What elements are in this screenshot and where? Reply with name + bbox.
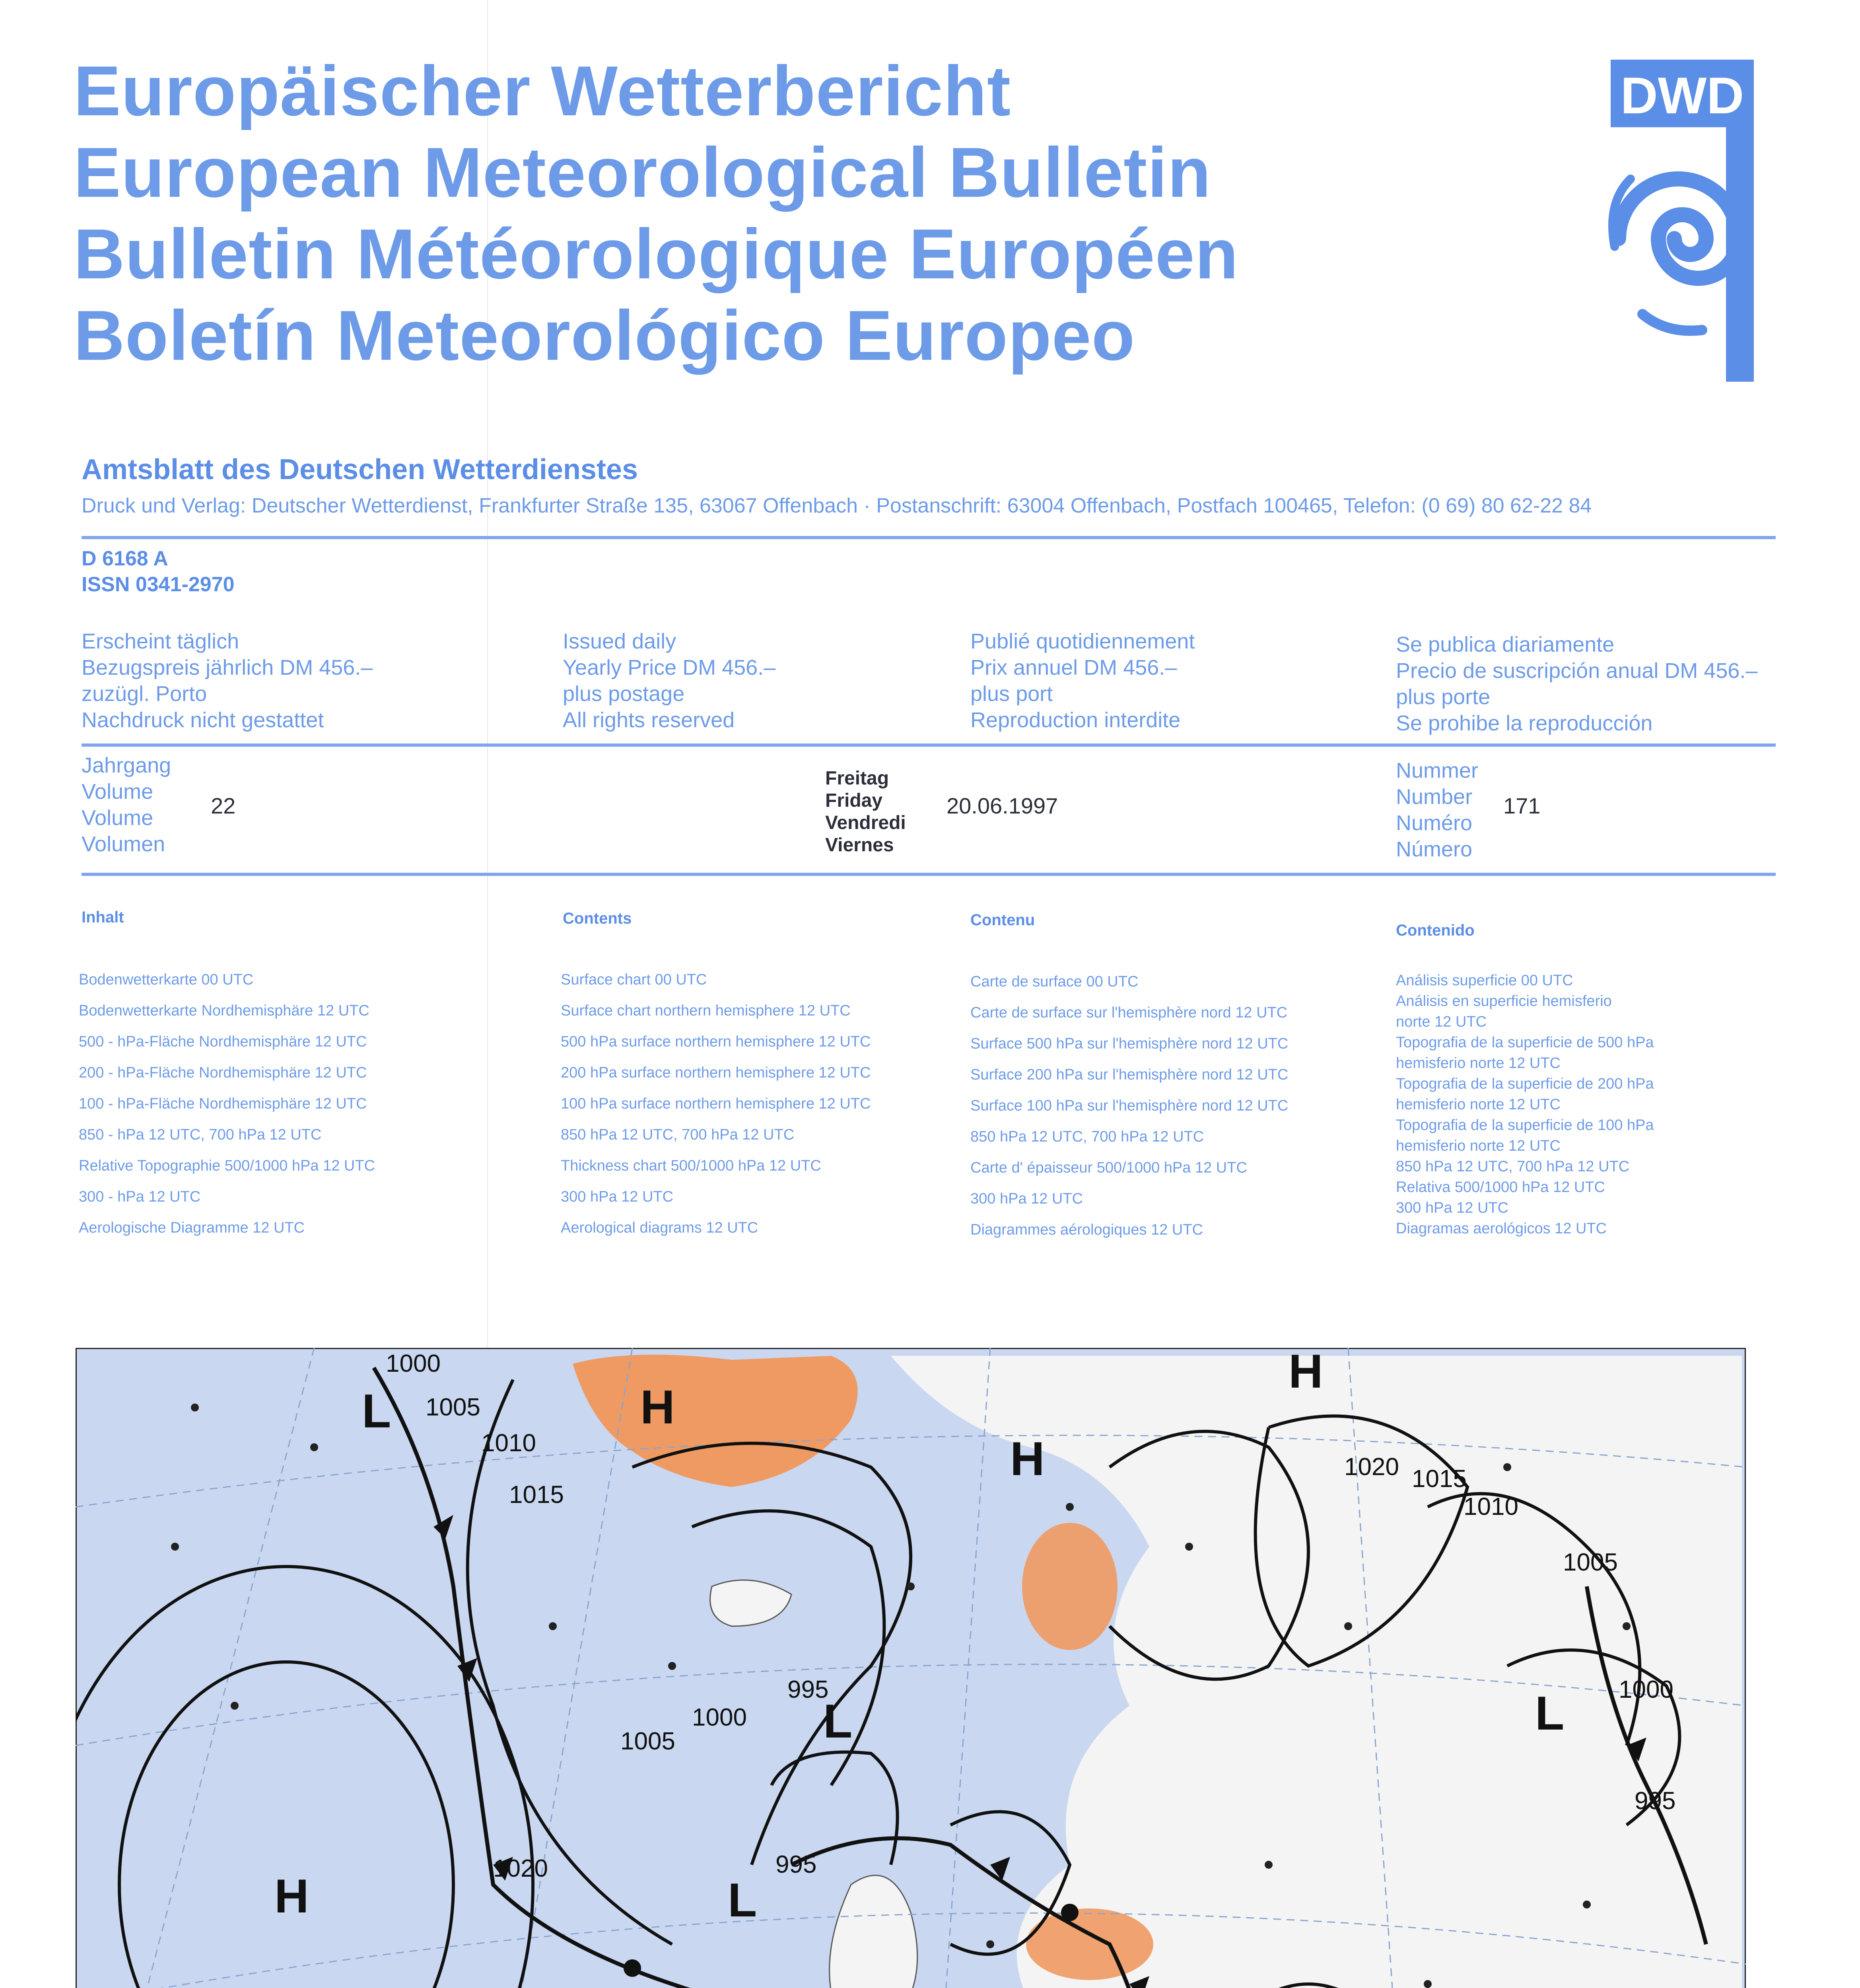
- contents-item: Thickness chart 500/1000 hPa 12 UTC: [561, 1157, 821, 1174]
- surface-weather-map: [76, 1348, 1746, 1988]
- high-pressure-centre: H: [274, 1870, 309, 1923]
- terms-line: Se publica diariamente: [1396, 633, 1615, 656]
- divider: [82, 873, 1776, 876]
- contents-item: Carte de surface 00 UTC: [970, 973, 1139, 990]
- low-pressure-centre: L: [823, 1695, 853, 1748]
- contents-item: hemisferio norte 12 UTC: [1396, 1055, 1561, 1072]
- dwd-logo-text: DWD: [1620, 66, 1744, 124]
- terms-spanish: [1396, 631, 1757, 736]
- volume-label: Volume: [82, 806, 154, 830]
- divider: [82, 744, 1776, 747]
- contents-item: norte 12 UTC: [1396, 1013, 1487, 1030]
- contents-list-english: [561, 964, 871, 1243]
- contents-heading-english: Contents: [563, 910, 632, 927]
- low-pressure-centre: L: [1535, 1687, 1565, 1740]
- day-label: Freitag: [825, 768, 889, 789]
- publisher-address: Druck und Verlag: Deutscher Wetterdienst, Frankfurter Straße 135, 63067 Offenbach · Postanschrift: 63004 Offenbach, Postfach 100465, Telefon: (0 69) 80 62-22 84: [82, 494, 1592, 517]
- pressure-label: 1015: [1412, 1465, 1467, 1493]
- contents-item: Relative Topographie 500/1000 hPa 12 UTC: [79, 1157, 375, 1174]
- terms-line: Prix annuel DM 456.–: [970, 656, 1177, 679]
- contents-item: Aerologische Diagramme 12 UTC: [79, 1219, 305, 1236]
- terms-line: Yearly Price DM 456.–: [563, 656, 776, 679]
- terms-english: [563, 628, 775, 733]
- volume-value: 22: [211, 793, 236, 818]
- volume-label: Volumen: [82, 832, 165, 856]
- terms-line: plus port: [970, 682, 1053, 706]
- number-label: Nummer: [1396, 759, 1479, 782]
- contents-item: 850 - hPa 12 UTC, 700 hPa 12 UTC: [79, 1126, 322, 1143]
- contents-heading-french: Contenu: [970, 911, 1035, 929]
- terms-line: Publié quotidiennement: [970, 629, 1195, 653]
- low-pressure-centre: L: [362, 1384, 391, 1438]
- day-labels: [825, 767, 906, 856]
- contents-heading-german: Inhalt: [82, 909, 124, 926]
- contents-item: Topografia de la superficie de 500 hPa: [1396, 1034, 1654, 1051]
- contents-item: 500 hPa surface northern hemisphere 12 UTC: [561, 1033, 871, 1050]
- number-labels: [1396, 757, 1478, 862]
- terms-line: Nachdruck nicht gestattet: [82, 708, 324, 732]
- pressure-label: 1000: [692, 1704, 747, 1731]
- contents-item: Relativa 500/1000 hPa 12 UTC: [1396, 1179, 1605, 1196]
- day-label: Friday: [825, 790, 883, 811]
- title-english: European Meteorological Bulletin: [74, 133, 1211, 212]
- terms-line: zuzügl. Porto: [82, 682, 207, 706]
- contents-item: Surface 100 hPa sur l'hemisphère nord 12 UTC: [970, 1097, 1289, 1114]
- title-german: Europäischer Wetterbericht: [74, 51, 1011, 130]
- pressure-label: 1020: [1344, 1453, 1399, 1481]
- contents-item: 300 hPa 12 UTC: [1396, 1200, 1509, 1216]
- contents-item: Surface chart northern hemisphere 12 UTC: [561, 1002, 851, 1019]
- contents-list-german: [79, 964, 375, 1243]
- contents-item: Surface 200 hPa sur l'hemisphère nord 12 UTC: [970, 1066, 1289, 1083]
- volume-labels: [82, 752, 171, 857]
- contents-item: Diagrammes aérologiques 12 UTC: [970, 1221, 1203, 1238]
- terms-line: Bezugspreis jährlich DM 456.–: [82, 656, 373, 679]
- contents-item: 200 hPa surface northern hemisphere 12 UTC: [561, 1064, 871, 1081]
- day-label: Vendredi: [825, 812, 906, 833]
- contents-item: 300 hPa 12 UTC: [561, 1188, 674, 1205]
- day-label: Viernes: [825, 835, 894, 856]
- contents-item: Topografia de la superficie de 200 hPa: [1396, 1076, 1654, 1092]
- contents-item: Topografia de la superficie de 100 hPa: [1396, 1117, 1654, 1134]
- terms-line: Reproduction interdite: [970, 708, 1181, 732]
- volume-label: Jahrgang: [82, 753, 171, 777]
- contents-item: hemisferio norte 12 UTC: [1396, 1138, 1561, 1154]
- contents-item: Surface chart 00 UTC: [561, 971, 707, 988]
- pressure-label: 995: [787, 1676, 829, 1703]
- pressure-label: 1000: [1619, 1676, 1673, 1703]
- contents-heading-spanish: Contenido: [1396, 922, 1475, 939]
- terms-line: plus porte: [1396, 685, 1491, 709]
- contents-item: 850 hPa 12 UTC, 700 hPa 12 UTC: [1396, 1158, 1630, 1175]
- contents-item: Bodenwetterkarte 00 UTC: [79, 971, 254, 988]
- contents-item: Surface 500 hPa sur l'hemisphère nord 12 UTC: [970, 1035, 1289, 1052]
- contents-item: 100 hPa surface northern hemisphere 12 UTC: [561, 1095, 871, 1112]
- issue-number: 171: [1503, 793, 1541, 818]
- title-french: Bulletin Météorologique Européen: [74, 214, 1239, 293]
- pressure-label: 1005: [426, 1394, 480, 1421]
- high-pressure-centre: H: [1289, 1348, 1323, 1398]
- volume-label: Volume: [82, 780, 154, 804]
- contents-item: Aerological diagrams 12 UTC: [561, 1219, 758, 1236]
- low-pressure-centre: L: [728, 1873, 757, 1927]
- pressure-label: 1010: [481, 1429, 536, 1457]
- high-pressure-centre: H: [640, 1380, 675, 1434]
- contents-item: 300 - hPa 12 UTC: [79, 1188, 201, 1205]
- pressure-label: 1005: [1563, 1549, 1618, 1576]
- dwd-logo: [1607, 60, 1758, 382]
- terms-line: Issued daily: [563, 629, 676, 653]
- contents-item: Análisis superficie 00 UTC: [1396, 972, 1573, 989]
- pressure-label: 1005: [620, 1728, 675, 1755]
- high-pressure-centre: H: [1010, 1432, 1045, 1485]
- contents-list-french: [970, 966, 1288, 1245]
- terms-line: Erscheint täglich: [82, 629, 239, 653]
- contents-item: 850 hPa 12 UTC, 700 hPa 12 UTC: [561, 1126, 795, 1143]
- pressure-label: 1015: [509, 1481, 564, 1508]
- contents-item: hemisferio norte 12 UTC: [1396, 1096, 1561, 1113]
- contents-item: Carte d' épaisseur 500/1000 hPa 12 UTC: [970, 1159, 1247, 1176]
- contents-list-spanish: [1396, 970, 1654, 1239]
- title-spanish: Boletín Meteorológico Europeo: [74, 296, 1135, 375]
- terms-line: plus postage: [563, 682, 685, 706]
- publication-code: D 6168 A: [82, 547, 168, 570]
- terms-line: Se prohibe la reproducción: [1396, 711, 1653, 735]
- terms-german: [82, 628, 373, 733]
- terms-french: [970, 628, 1195, 733]
- contents-item: Bodenwetterkarte Nordhemisphäre 12 UTC: [79, 1002, 369, 1019]
- contents-item: 850 hPa 12 UTC, 700 hPa 12 UTC: [970, 1128, 1204, 1145]
- contents-item: 100 - hPa-Fläche Nordhemisphäre 12 UTC: [79, 1095, 367, 1112]
- pressure-label: 1000: [386, 1350, 441, 1377]
- contents-item: 300 hPa 12 UTC: [970, 1190, 1083, 1207]
- issn: ISSN 0341-2970: [82, 573, 235, 596]
- contents-item: Análisis en superficie hemisferio: [1396, 993, 1612, 1010]
- divider: [82, 536, 1776, 539]
- pressure-label: 995: [1635, 1787, 1676, 1815]
- number-label: Number: [1396, 785, 1473, 809]
- contents-item: Carte de surface sur l'hemisphère nord 12 UTC: [970, 1004, 1288, 1021]
- pressure-label: 995: [775, 1851, 817, 1878]
- number-label: Numéro: [1396, 811, 1473, 835]
- terms-line: All rights reserved: [563, 708, 735, 732]
- pressure-label: 1010: [1464, 1493, 1518, 1520]
- issue-date: 20.06.1997: [947, 793, 1058, 818]
- pressure-label: 1020: [493, 1855, 548, 1882]
- publisher-title: Amtsblatt des Deutschen Wetterdienstes: [82, 454, 638, 485]
- contents-item: Diagramas aerológicos 12 UTC: [1396, 1220, 1607, 1237]
- contents-item: 200 - hPa-Fläche Nordhemisphäre 12 UTC: [79, 1064, 367, 1081]
- number-label: Número: [1396, 837, 1473, 861]
- terms-line: Precio de suscripción anual DM 456.–: [1396, 659, 1758, 683]
- contents-item: 500 - hPa-Fläche Nordhemisphäre 12 UTC: [79, 1033, 367, 1050]
